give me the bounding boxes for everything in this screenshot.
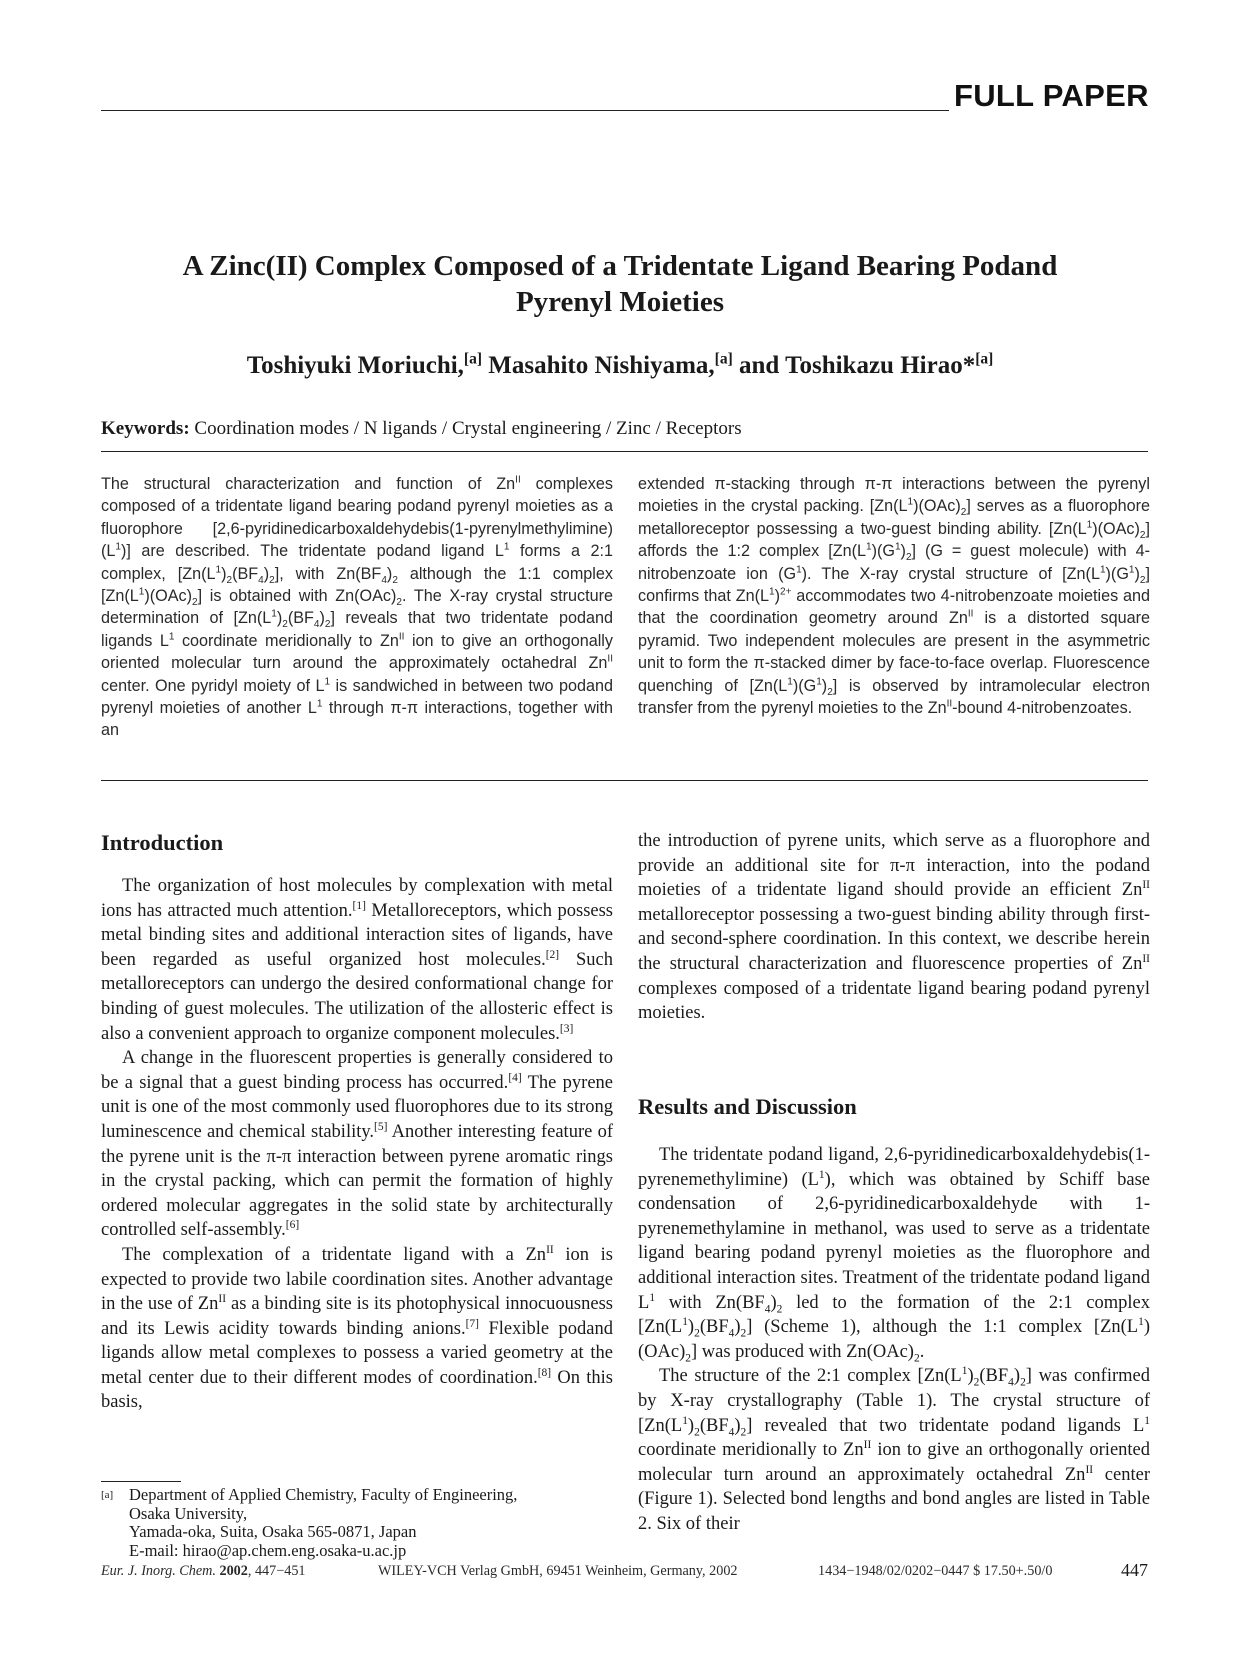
- introduction-continuation: [638, 829, 1150, 1026]
- abstract-right-column: extended π-stacking through π-π interactions between the pyrenyl moieties in the crystal packing. $[Zn(L^1)(OAc)_2]$ serves as a fluorophore metalloreceptor possessing a two-guest binding ability. $[Zn(L^1)(OAc)_2]$ affords the 1:2 complex $[Zn(L^1)(G^1)_2] (G$ = guest molecule) with 4-nitrobenzoate ion $(G^1)$. The X-ray crystal structure of $[Zn(L^1)(G^1)_2]$ confirms that $Zn(L^1)^{2+}$ accommodates two 4-nitrobenzoate moieties and that the coordination geometry around $Zn^{II}$ is a distorted square pyramid. Two independent molecules are present in the asymmetric unit to form the π-stacked dimer by face-to-face overlap. Fluorescence quenching of $[Zn(L^1)(G^1)_2]$ is observed by intramolecular electron transfer from the pyrenyl moieties to the $Zn^{II}$-bound 4-nitrobenzoates.: [638, 475, 1150, 718]
- abstract-bottom-rule: [101, 780, 1148, 781]
- footnote-line: Yamada-oka, Suita, Osaka 565-0871, Japan: [129, 1522, 417, 1541]
- footnote-line: Osaka University,: [129, 1503, 248, 1523]
- page-range: , 447−451: [247, 1563, 306, 1579]
- paragraph: A change in the fluorescent properties is generally considered to be a signal that a guest binding process has occurred.[4] The pyrene unit is one of the most commonly used fluorophores due to its strong luminescence and chemical stability.[5] Another interesting feature of the pyrene unit is the π-π interaction between pyrene aromatic rings in the crystal packing, which can permit the formation of highly ordered molecular aggregates in the solid state by architecturally controlled self-assembly.[6]: [101, 1048, 614, 1241]
- page-number: 447: [1121, 1560, 1148, 1580]
- paragraph: The tridentate podand ligand, 2,6-pyridinedicarboxaldehydebis(1-pyrenemethylimine) $(L^1)$, which was obtained by Schiff base condensation of 2,6-pyridinedicarboxaldehyde with 1-pyrenemethylamine in methanol, was used to serve as a tridentate ligand bearing podand pyrenyl moieties as the fluorophore and additional interaction sites. Treatment of the tridentate podand ligand $L^1$ with $Zn(BF_4)_2$ led to the formation of the 2:1 complex $[Zn(L^1)_2(BF_4)_2]$ (Scheme 1), although the 1:1 complex $[Zn(L^1)(OAc)_2]$ was produced with $Zn(OAc)_2$.: [638, 1145, 1151, 1365]
- paragraph: The complexation of a tridentate ligand with a $Zn^{II}$ ion is expected to provide two labile coordination sites. Another advantage in the use of $Zn^{II}$ as a binding site is its photophysical innocuousness and its Lewis acidity towards binding anions.[7] Flexible podand ligands allow metal complexes to possess a varied geometry at the metal center due to their different modes of coordination.[8] On this basis,: [101, 1243, 613, 1413]
- footer-code: 1434−1948/02/0202−0447 $ 17.50+.50/0: [818, 1563, 1053, 1579]
- journal-year: 2002: [219, 1563, 248, 1579]
- introduction-body: [101, 874, 613, 1415]
- results-body: [638, 1143, 1150, 1537]
- title-line-1: A Zinc(II) Complex Composed of a Tridentate Ligand Bearing Podand: [182, 250, 1058, 282]
- introduction-heading: Introduction: [101, 830, 224, 855]
- author-affiliation: [a]: [714, 350, 733, 368]
- paragraph: The structure of the 2:1 complex $[Zn(L^1)_2(BF_4)_2]$ was confirmed by X-ray crystallography (Table 1). The crystal structure of $[Zn(L^1)_2(BF_4)_2]$ revealed that two tridentate podand ligands $L^1$ coordinate meridionally to $Zn^{II}$ ion to give an orthogonally oriented molecular turn around an approximately octahedral $Zn^{II}$ center (Figure 1). Selected bond lengths and bond angles are listed in Table 2. Six of their: [638, 1365, 1151, 1534]
- keywords: [101, 418, 742, 440]
- affiliation-footnote: [101, 1486, 613, 1560]
- author-affiliation: [a]: [463, 350, 482, 368]
- paragraph: the introduction of pyrene units, which serve as a fluorophore and provide an additional site for π-π interaction, into the podand moieties of a tridentate ligand should provide an efficient $Zn^{II}$ metalloreceptor possessing a two-guest binding ability through first- and second-sphere coordination. In this context, we describe herein the structural characterization and fluorescence properties of $Zn^{II}$ complexes composed of a tridentate ligand bearing podand pyrenyl moieties.: [638, 831, 1150, 1024]
- footnote-rule: [101, 1481, 181, 1482]
- footnote-email: E-mail: hirao@ap.chem.eng.osaka-u.ac.jp: [129, 1540, 407, 1560]
- footnote-line: Department of Applied Chemistry, Faculty of Engineering,: [129, 1485, 518, 1504]
- paragraph: The organization of host molecules by complexation with metal ions has attracted much attention.[1] Metalloreceptors, which possess metal binding sites and additional interaction sites of ligands, have been regarded as useful organized host molecules.[2] Such metalloreceptors can undergo the desired conformational change for binding of guest molecules. The utilization of the allosteric effect is also a convenient approach to organize component molecules.[3]: [101, 876, 614, 1044]
- abstract-left-column: The structural characterization and function of $Zn^{II}$ complexes composed of a tridentate ligand bearing podand pyrenyl moieties as a fluorophore [2,6-pyridinedicarboxaldehydebis(1-pyrenylmethylimine) $(L^1)$] are described. The tridentate podand ligand $L^1$ forms a 2:1 complex, $[Zn(L^1)_2(BF_4)_2]$, with $Zn(BF_4)_2$ although the 1:1 complex $[Zn(L^1)(OAc)_2]$ is obtained with $Zn(OAc)_2$. The X-ray crystal structure determination of $[Zn(L^1)_2(BF_4)_2]$ reveals that two tridentate podand ligands $L^1$ coordinate meridionally to $Zn^{II}$ ion to give an orthogonally oriented molecular turn around the approximately octahedral $Zn^{II}$ center. One pyridyl moiety of $L^1$ is sandwiched in between two podand pyrenyl moieties of another $L^1$ through π-π interactions, together with an: [101, 474, 614, 740]
- journal-name: Eur. J. Inorg. Chem.: [101, 1563, 216, 1579]
- paper-title: [130, 248, 1110, 320]
- author-name: and Toshikazu Hirao*: [738, 352, 976, 379]
- footer-citation: [101, 1563, 306, 1580]
- keywords-text: Coordination modes / N ligands / Crystal engineering / Zinc / Receptors: [194, 418, 742, 439]
- footnote-marker: [a]: [101, 1489, 114, 1501]
- footer-publisher: WILEY-VCH Verlag GmbH, 69451 Weinheim, Germany, 2002: [378, 1563, 738, 1579]
- author-name: Toshiyuki Moriuchi,: [246, 352, 464, 379]
- author-name: Masahito Nishiyama,: [488, 352, 715, 379]
- header-rule: [101, 110, 949, 111]
- title-line-2: Pyrenyl Moieties: [515, 286, 725, 318]
- abstract-top-rule: [101, 451, 1148, 452]
- section-label: FULL PAPER: [954, 78, 1149, 113]
- author-list: [130, 352, 1110, 380]
- results-heading: Results and Discussion: [638, 1094, 857, 1119]
- author-affiliation: [a]: [975, 350, 994, 368]
- keywords-label: Keywords:: [101, 418, 190, 439]
